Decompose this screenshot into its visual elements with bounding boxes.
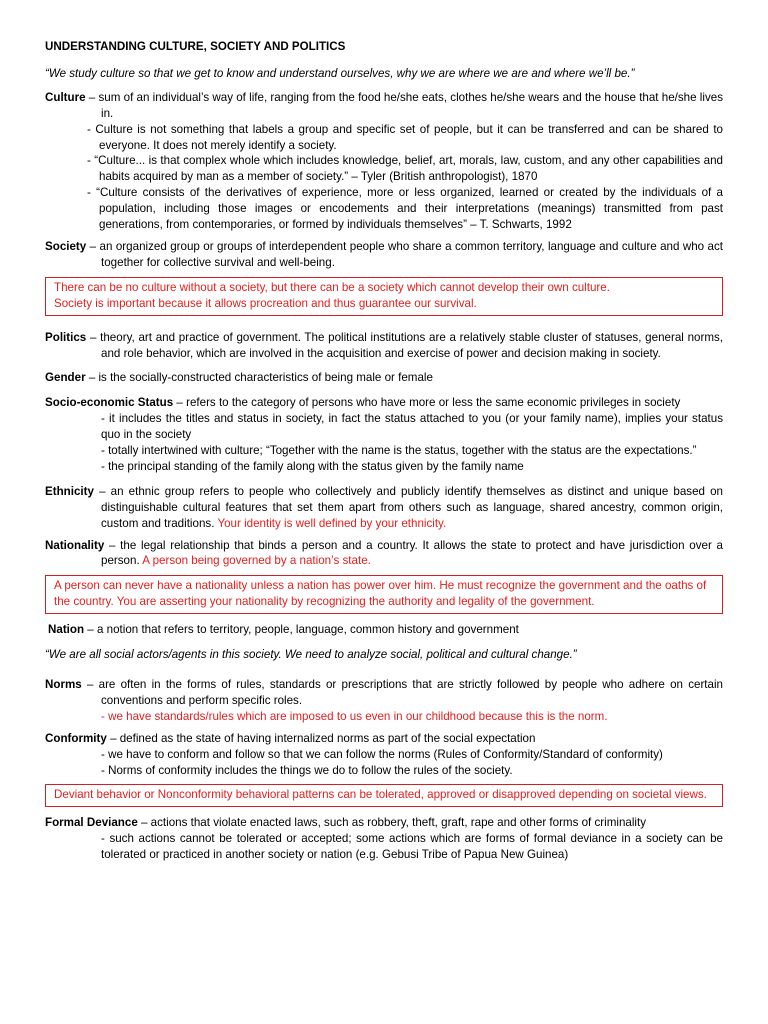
politics-term: Politics bbox=[45, 330, 87, 344]
culture-text: – sum of an individual’s way of life, ranging from the food he/she eats, clothes he/she wears and the house that he/she lives in. bbox=[85, 90, 723, 120]
nationality-text: – the legal relationship that binds a person and a country. It allows the state to protect and have jurisdiction over a person. bbox=[101, 538, 723, 568]
ethnicity-term: Ethnicity bbox=[45, 484, 94, 498]
culture-term: Culture bbox=[45, 90, 86, 104]
conformity-term: Conformity bbox=[45, 731, 107, 745]
document-title: UNDERSTANDING CULTURE, SOCIETY AND POLITICS bbox=[45, 40, 346, 53]
ethnicity-definition bbox=[45, 484, 723, 532]
callout-line-2: Society is important because it allows procreation and thus guarantee our survival. bbox=[54, 296, 477, 310]
opening-quote: “We study culture so that we get to know and understand ourselves, why we are where we are and where we’ll be.” bbox=[45, 66, 635, 80]
socio-bullet-1: - it includes the titles and status in society, in fact the status attached to you (or your family name), implies your status quo in the society bbox=[101, 412, 723, 442]
nationality-definition bbox=[45, 538, 723, 570]
conformity-bullet-1: - we have to conform and follow so that we can follow the norms (Rules of Conformity/Standard of conformity) bbox=[101, 747, 663, 761]
politics-definition bbox=[45, 330, 723, 362]
deviance-callout: Deviant behavior or Nonconformity behavioral patterns can be tolerated, approved or disapproved depending on societal views. bbox=[45, 784, 723, 807]
gender-definition bbox=[45, 370, 723, 386]
society-text: – an organized group or groups of interdependent people who share a common territory, language and culture and who act together for collective survival and well-being. bbox=[86, 239, 723, 269]
nation-text: – a notion that refers to territory, people, language, common history and government bbox=[84, 623, 519, 637]
norms-bullet: - we have standards/rules which are imposed to us even in our childhood because this is the norm. bbox=[101, 709, 608, 723]
socio-text: – refers to the category of persons who have more or less the same economic privileges in society bbox=[173, 396, 681, 410]
conformity-definition bbox=[45, 731, 723, 747]
nationality-note: A person being governed by a nation’s state. bbox=[142, 554, 371, 568]
gender-term: Gender bbox=[45, 371, 86, 385]
culture-bullet-2: - “Culture... is that complex whole which includes knowledge, belief, art, morals, law, custom, and any other capabilities and habits acquired by man as a member of society.” – Tyler (British anthropologist), 1870 bbox=[87, 154, 723, 184]
culture-bullet-3: - “Culture consists of the derivatives of experience, more or less organized, learned or created by the individuals of a population, including those images or encodements and their interpretations (meanings) transmitted from past generations, from contemporaries, or formed by individuals themselves” – T. Schwarts, 1992 bbox=[87, 186, 723, 232]
callout-line-1: There can be no culture without a society, but there can be a society which cannot develop their own culture. bbox=[54, 280, 610, 294]
norms-definition bbox=[45, 677, 723, 709]
culture-bullet-1: - Culture is not something that labels a group and specific set of people, but it can be transferred and can be shared to everyone. It does not merely identify a society. bbox=[87, 122, 723, 152]
society-term: Society bbox=[45, 239, 87, 253]
conformity-text: – defined as the state of having internalized norms as part of the social expectation bbox=[106, 731, 536, 745]
nationality-term: Nationality bbox=[45, 538, 105, 552]
socio-term: Socio-economic Status bbox=[45, 396, 174, 410]
socio-bullet-3: - the principal standing of the family along with the status given by the family name bbox=[101, 459, 524, 473]
conformity-bullet-2: - Norms of conformity includes the things we do to follow the rules of the society. bbox=[101, 763, 513, 777]
formal-deviance-bullet: - such actions cannot be tolerated or accepted; some actions which are forms of formal deviance in a society can be tolerated or practiced in another society or nation (e.g. Gebusi Tribe of Papua New Guinea) bbox=[101, 832, 723, 862]
nation-term: Nation bbox=[48, 623, 85, 637]
norms-term: Norms bbox=[45, 678, 82, 691]
culture-definition bbox=[45, 90, 723, 122]
formal-deviance-definition bbox=[45, 815, 723, 831]
socio-bullet-2: - totally intertwined with culture; “Together with the name is the status, together with the status are the expectations.” bbox=[101, 444, 697, 458]
norms-text: – are often in the forms of rules, standards or prescriptions that are strictly followed by people who adhere on certain conventions and perform specific roles. bbox=[81, 678, 723, 707]
ethnicity-text: – an ethnic group refers to people who collectively and publicly identify themselves as distinct and unique based on distinguishable cultural features that set them apart from others such as language, shared ancestry, common origin, custom and traditions. bbox=[93, 484, 723, 530]
social-actors-quote: “We are all social actors/agents in this society. We need to analyze social, political and cultural change.” bbox=[45, 648, 577, 662]
society-definition bbox=[45, 239, 723, 271]
ethnicity-note: Your identity is well defined by your ethnicity. bbox=[217, 516, 447, 530]
nation-definition bbox=[48, 622, 723, 638]
politics-text: – theory, art and practice of government. The political institutions are a relatively stable cluster of statuses, general norms, and role behavior, which are involved in the acquisition and exercise of power and decision making in society. bbox=[86, 330, 723, 360]
nationality-callout: A person can never have a nationality unless a nation has power over him. He must recognize the government and the oaths of the country. You are asserting your nationality by recognizing the authority and legality of the government. bbox=[45, 575, 723, 614]
socio-economic-definition bbox=[45, 395, 723, 411]
formal-deviance-term: Formal Deviance bbox=[45, 816, 138, 830]
gender-text: – is the socially-constructed characteristics of being male or female bbox=[85, 371, 433, 385]
culture-society-callout bbox=[45, 277, 723, 316]
formal-deviance-text: – actions that violate enacted laws, such as robbery, theft, graft, rape and other forms of criminality bbox=[137, 816, 647, 830]
